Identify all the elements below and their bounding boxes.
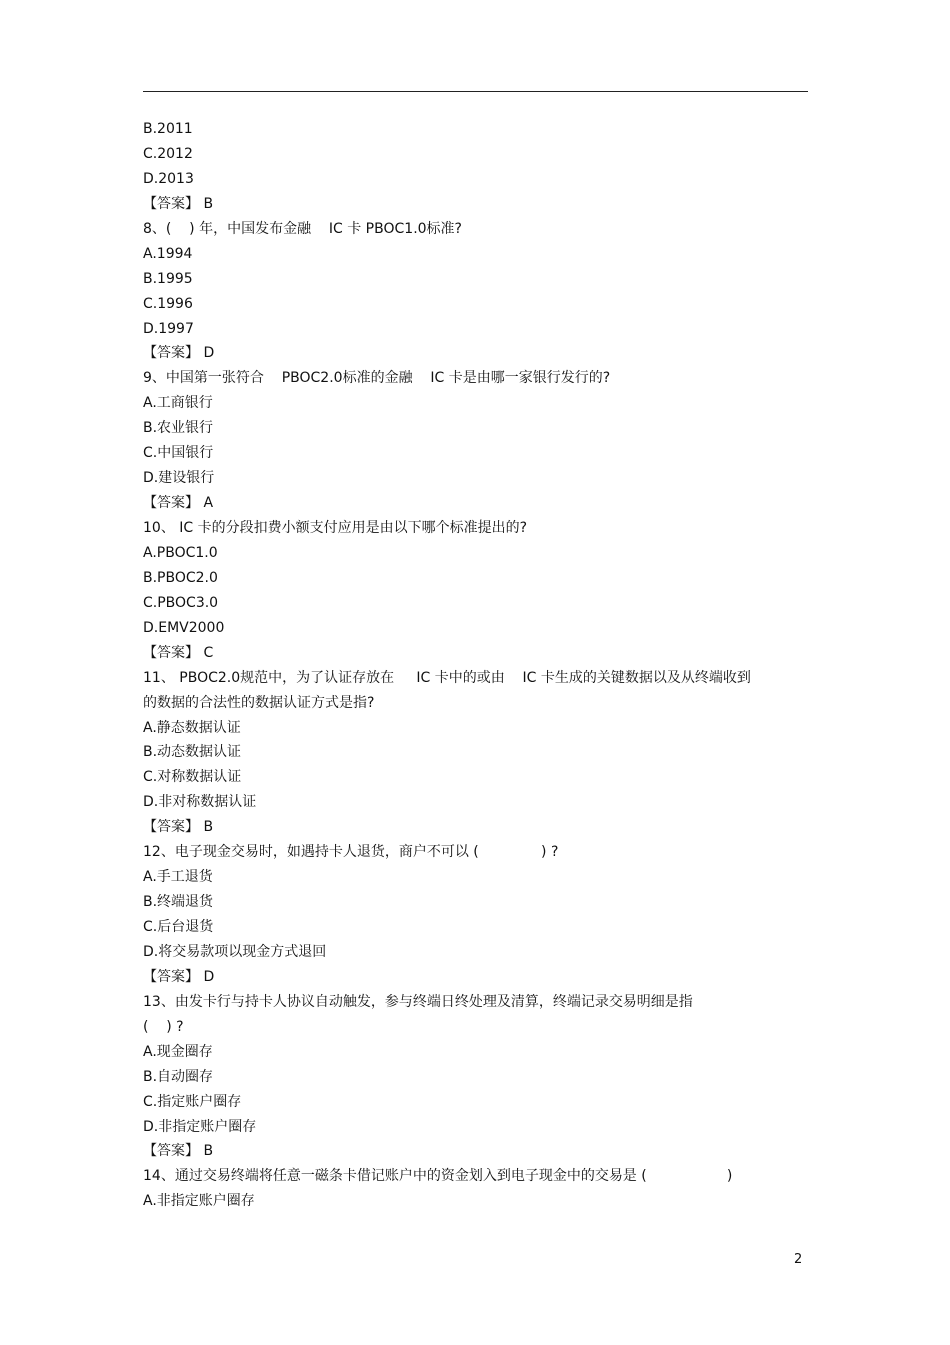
text-line: B.动态数据认证	[143, 744, 242, 761]
text-line: 【答案】 C	[143, 644, 214, 661]
text-line: B.农业银行	[143, 420, 214, 437]
text-line: 8、( ) 年，中国发布金融 IC 卡 PBOC1.0标准?	[143, 220, 462, 237]
text-line: 【答案】 B	[143, 819, 214, 836]
page-number: 2	[794, 1252, 803, 1267]
text-line: A.PBOC1.0	[143, 544, 218, 561]
text-line: B.自动圈存	[143, 1068, 214, 1085]
header-rule	[143, 91, 808, 92]
text-line: 12、电子现金交易时，如遇持卡人退货，商户不可以 ( ) ?	[143, 844, 559, 861]
text-line: B.1995	[143, 270, 193, 287]
text-line: B.PBOC2.0	[143, 569, 218, 586]
text-line: C.1996	[143, 295, 193, 312]
text-line: 11、 PBOC2.0规范中，为了认证存放在 IC 卡中的或由 IC 卡生成的关键数据以及从终端收到	[143, 669, 751, 686]
text-line: C.对称数据认证	[143, 769, 242, 786]
text-line: 10、 IC 卡的分段扣费小额支付应用是由以下哪个标准提出的?	[143, 520, 528, 536]
text-line: D.将交易款项以现金方式退回	[143, 943, 327, 960]
text-line: 【答案】 D	[143, 968, 215, 985]
text-line: C.后台退货	[143, 919, 214, 935]
text-line: 【答案】 B	[143, 195, 214, 212]
text-line: 的数据的合法性的数据认证方式是指?	[143, 694, 375, 711]
text-line: ( ) ?	[143, 1018, 184, 1035]
text-line: C.中国银行	[143, 445, 214, 462]
text-line: D.1997	[143, 320, 194, 337]
text-line: C.指定账户圈存	[143, 1093, 242, 1110]
text-line: 【答案】 B	[143, 1143, 214, 1160]
text-line: B.终端退货	[143, 894, 214, 911]
text-line: 【答案】 D	[143, 345, 215, 362]
text-line: D.EMV2000	[143, 619, 225, 636]
text-line: 13、由发卡行与持卡人协议自动触发，参与终端日终处理及清算，终端记录交易明细是指	[143, 993, 693, 1010]
text-line: B.2011	[143, 121, 193, 137]
text-line: A.非指定账户圈存	[143, 1193, 255, 1210]
text-line: C.PBOC3.0	[143, 594, 219, 611]
text-line: D.建设银行	[143, 470, 215, 487]
text-line: D.非指定账户圈存	[143, 1118, 257, 1135]
text-line: D.非对称数据认证	[143, 794, 257, 811]
text-line: A.现金圈存	[143, 1043, 213, 1060]
text-line: C.2012	[143, 145, 193, 162]
text-line: A.1994	[143, 245, 193, 262]
text-line: D.2013	[143, 170, 194, 187]
document-body	[143, 117, 803, 1214]
text-line: 9、中国第一张符合 PBOC2.0标准的金融 IC 卡是由哪一家银行发行的?	[143, 370, 611, 387]
text-line: 【答案】 A	[143, 495, 214, 512]
text-line: A.静态数据认证	[143, 719, 241, 736]
text-line: A.手工退货	[143, 869, 213, 886]
text-line: A.工商银行	[143, 395, 213, 412]
text-line: 14、通过交易终端将任意一磁条卡借记账户中的资金划入到电子现金中的交易是 ( )	[143, 1168, 733, 1185]
